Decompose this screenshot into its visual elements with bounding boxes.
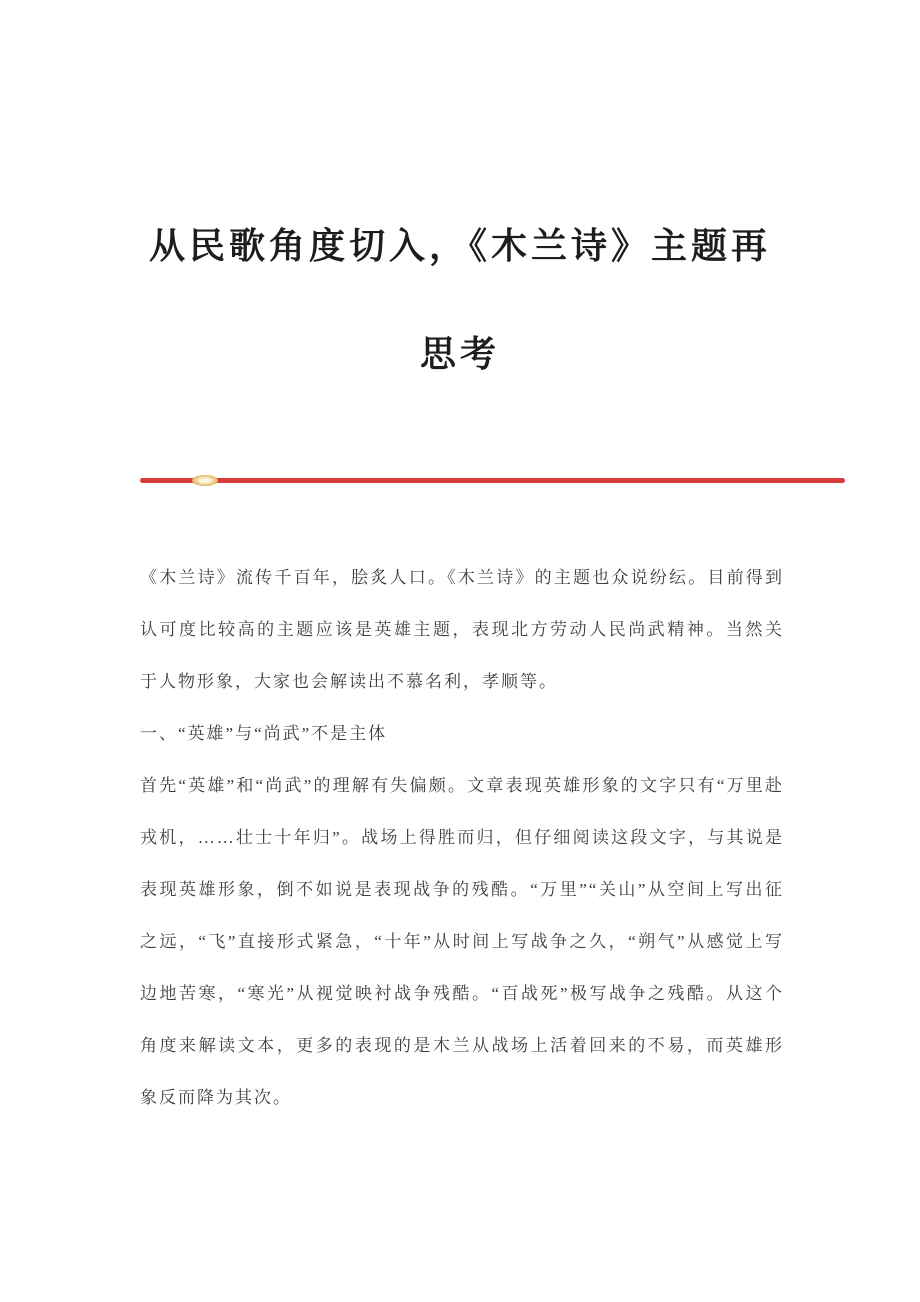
page-title: 从民歌角度切入，《木兰诗》主题再思考 [148,226,771,374]
article-body [140,552,784,1124]
intro-paragraph: 《木兰诗》流传千百年，脍炙人口。《木兰诗》的主题也众说纷纭。目前得到认可度比较高的主题应该是英雄主题，表现北方劳动人民尚武精神。当然关于人物形象，大家也会解读出不慕名利，孝顺等。 [140,568,784,691]
section-heading: 一、“英雄”与“尚武”不是主体 [140,724,388,743]
section-paragraph: 首先“英雄”和“尚武”的理解有失偏颇。文章表现英雄形象的文字只有“万里赴戎机，……壮士十年归”。战场上得胜而归，但仔细阅读这段文字，与其说是表现英雄形象，倒不如说是表现战争的残酷。“万里”“关山”从空间上写出征之远，“飞”直接形式紧急，“十年”从时间上写战争之久，“朔气”从感觉上写边地苦寒，“寒光”从视觉映衬战争残酷。“百战死”极写战争之残酷。从这个角度来解读文本，更多的表现的是木兰从战场上活着回来的不易，而英雄形象反而降为其次。 [140,776,784,1107]
divider-accent-ellipse [192,475,218,486]
title-divider [140,478,845,483]
